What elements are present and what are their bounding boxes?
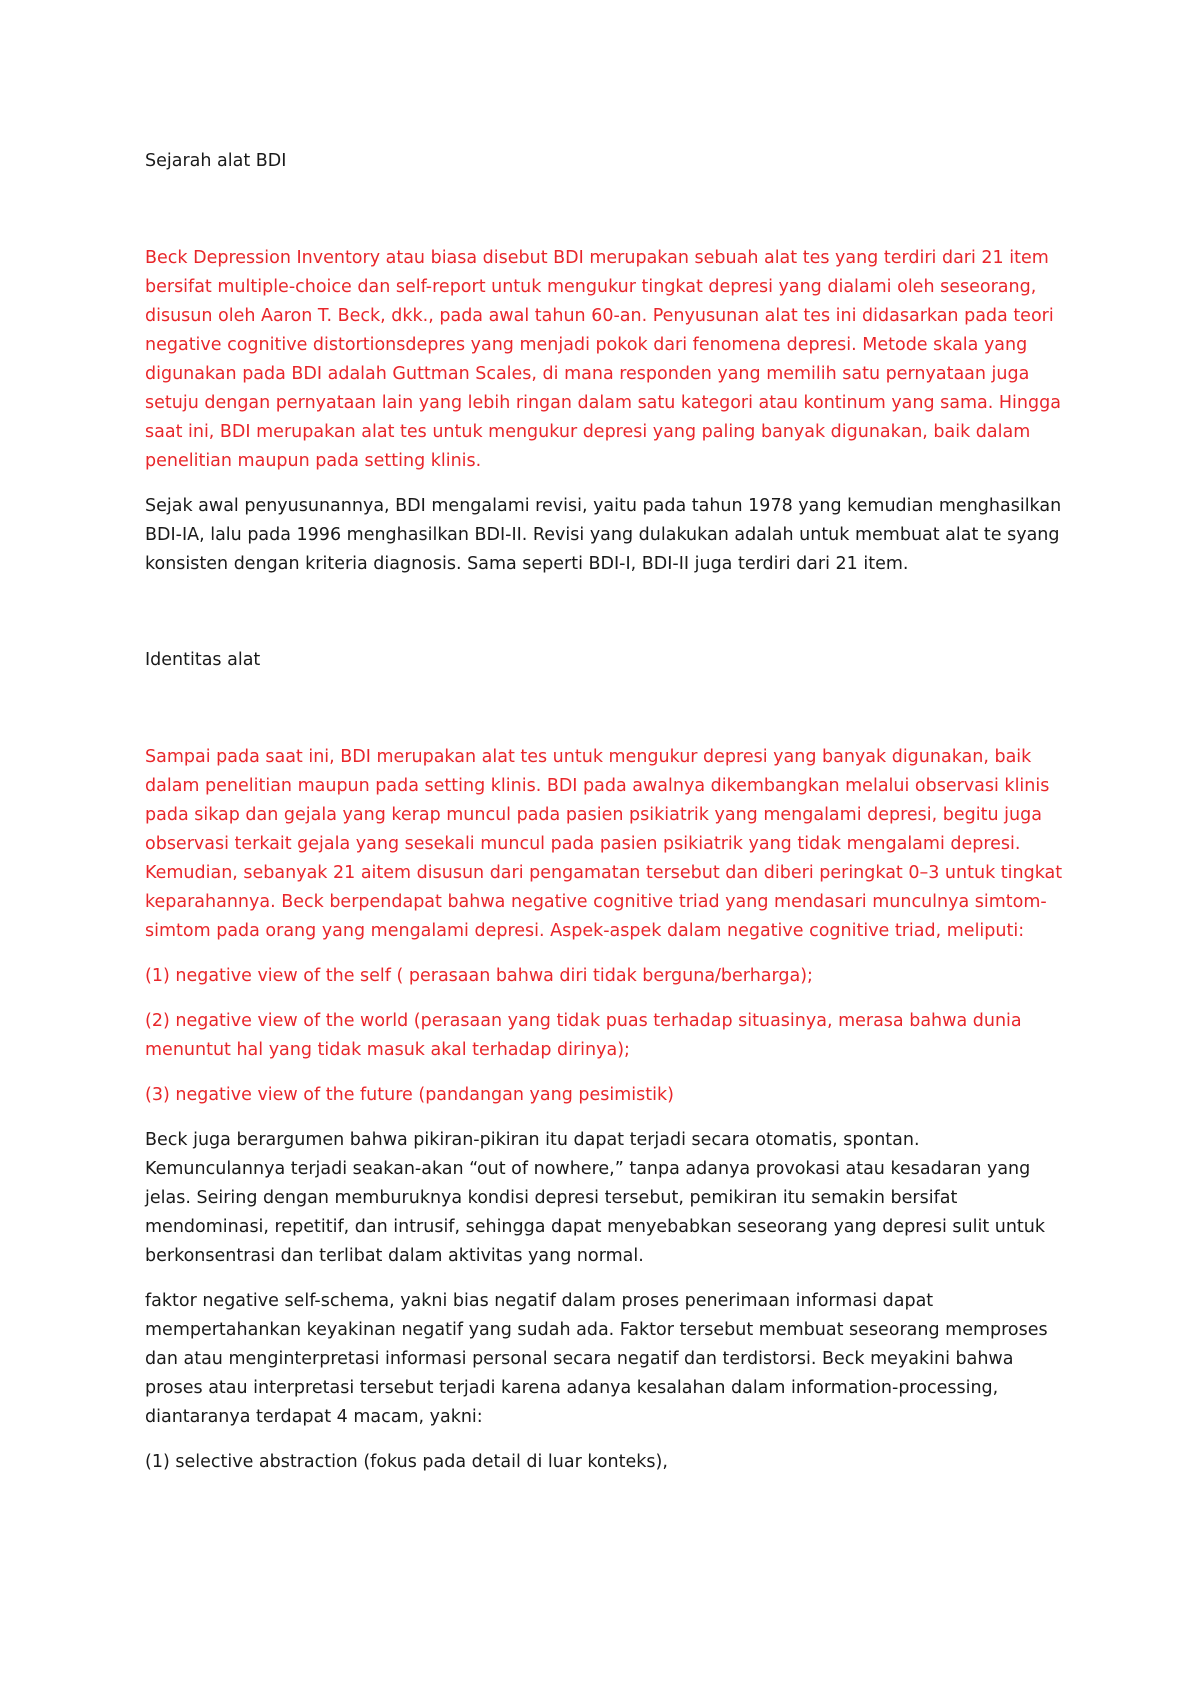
paragraph-bdi-revision: Sejak awal penyusunannya, BDI mengalami revisi, yaitu pada tahun 1978 yang kemudian menghasilkan BDI-IA, lalu pada 1996 menghasilkan BDI-II. Revisi yang dulakukan adalah untuk membuat alat te syang konsisten dengan kriteria diagnosis. Sama seperti BDI-I, BDI-II juga terdiri dari 21 item. — [145, 496, 1062, 574]
paragraph-self-schema: faktor negative self-schema, yakni bias negatif dalam proses penerimaan informasi dapat mempertahankan keyakinan negatif yang sudah ada. Faktor tersebut membuat seseorang memproses dan atau menginterpretasi informasi personal secara negatif dan terdistorsi. Beck meyakini bahwa proses atau interpretasi tersebut terjadi karena adanya kesalahan dalam information-processing, diantaranya terdapat 4 macam, yakni: — [145, 1291, 1048, 1427]
triad-item-world: (2) negative view of the world (perasaan yang tidak puas terhadap situasinya, merasa bahwa dunia menuntut hal yang tidak masuk akal terhadap dirinya); — [145, 1011, 1022, 1060]
paragraph-identitas: Sampai pada saat ini, BDI merupakan alat tes untuk mengukur depresi yang banyak digunakan, baik dalam penelitian maupun pada setting klinis. BDI pada awalnya dikembangkan melalui observasi klinis pada sikap dan gejala yang kerap muncul pada pasien psikiatrik yang mengalami depresi, begitu juga observasi terkait gejala yang sesekali muncul pada pasien psikiatrik yang tidak mengalami depresi. Kemudian, sebanyak 21 aitem disusun dari pengamatan tersebut dan diberi peringkat 0–3 untuk tingkat keparahannya. Beck berpendapat bahwa negative cognitive triad yang mendasari munculnya simtom-simtom pada orang yang mengalami depresi. Aspek-aspek dalam negative cognitive triad, meliputi: — [145, 747, 1063, 941]
paragraph-automatic-thoughts: Beck juga berargumen bahwa pikiran-pikiran itu dapat terjadi secara otomatis, spontan. Kemunculannya terjadi seakan-akan “out of nowhere,” tanpa adanya provokasi atau kesadaran yang jelas. Seiring dengan memburuknya kondisi depresi tersebut, pemikiran itu semakin bersifat mendominasi, repetitif, dan intrusif, sehingga dapat menyebabkan seseorang yang depresi sulit untuk berkonsentrasi dan terlibat dalam aktivitas yang normal. — [145, 1130, 1046, 1266]
document-body — [145, 147, 1065, 1477]
triad-item-self: (1) negative view of the self ( perasaan bahwa diri tidak berguna/berharga); — [145, 966, 813, 986]
heading-identitas-alat: Identitas alat — [145, 650, 261, 670]
heading-sejarah-alat-bdi: Sejarah alat BDI — [145, 151, 287, 171]
error-item-selective-abstraction: (1) selective abstraction (fokus pada detail di luar konteks), — [145, 1452, 668, 1472]
paragraph-bdi-introduction: Beck Depression Inventory atau biasa disebut BDI merupakan sebuah alat tes yang terdiri dari 21 item bersifat multiple-choice dan self-report untuk mengukur tingkat depresi yang dialami oleh seseorang, disusun oleh Aaron T. Beck, dkk., pada awal tahun 60-an. Penyusunan alat tes ini didasarkan pada teori negative cognitive distortionsdepres yang menjadi pokok dari fenomena depresi. Metode skala yang digunakan pada BDI adalah Guttman Scales, di mana responden yang memilih satu pernyataan juga setuju dengan pernyataan lain yang lebih ringan dalam satu kategori atau kontinum yang sama. Hingga saat ini, BDI merupakan alat tes untuk mengukur depresi yang paling banyak digunakan, baik dalam penelitian maupun pada setting klinis. — [145, 248, 1061, 471]
triad-item-future: (3) negative view of the future (pandangan yang pesimistik) — [145, 1085, 674, 1105]
